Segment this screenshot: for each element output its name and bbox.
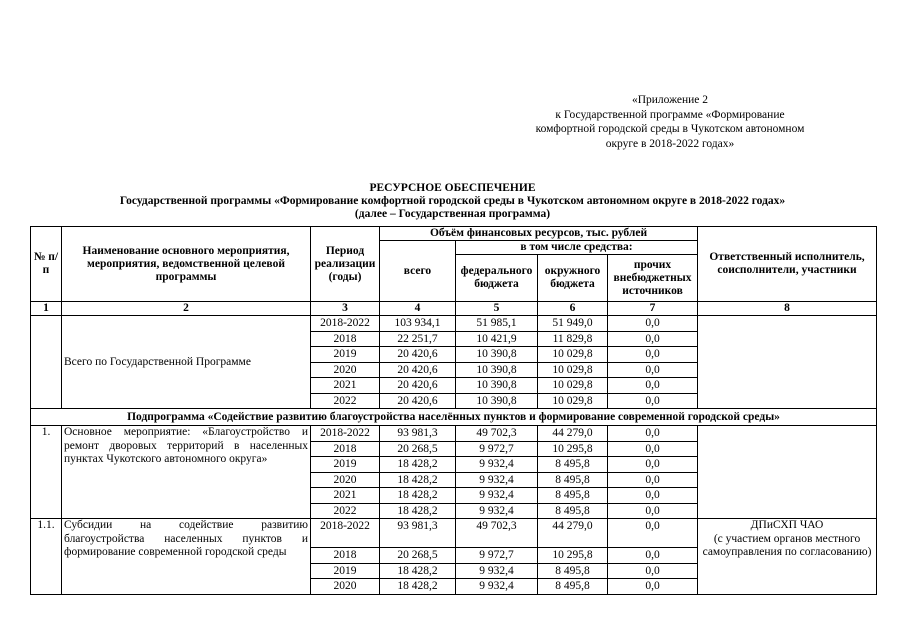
period-cell: 2020 — [311, 472, 380, 488]
district-cell: 51 949,0 — [538, 316, 608, 332]
total-label: Всего по Государственной Программе — [62, 316, 311, 409]
column-number: 3 — [311, 302, 380, 316]
total-cell: 18 428,2 — [380, 488, 456, 504]
annex-line: округе в 2018-2022 годах» — [605, 137, 735, 150]
period-cell: 2019 — [311, 563, 380, 579]
resource-table — [30, 226, 877, 595]
district-cell: 10 029,8 — [538, 393, 608, 409]
period-cell: 2018-2022 — [311, 426, 380, 442]
district-cell: 44 279,0 — [538, 519, 608, 548]
total-cell: 18 428,2 — [380, 503, 456, 519]
period-cell: 2022 — [311, 503, 380, 519]
total-cell: 20 268,5 — [380, 441, 456, 457]
header-name: Наименование основного мероприятия, мероприятия, ведомственной целевой программы — [62, 227, 311, 302]
federal-cell: 49 702,3 — [456, 519, 538, 548]
district-cell: 8 495,8 — [538, 503, 608, 519]
item-name: Основное мероприятие: «Благоустройство и ремонт дворовых территорий в населенных пунктах Чукотского автономного округа» — [62, 426, 311, 519]
federal-cell: 9 932,4 — [456, 488, 538, 504]
other-cell: 0,0 — [608, 488, 698, 504]
period-cell: 2018 — [311, 548, 380, 564]
district-cell: 8 495,8 — [538, 472, 608, 488]
period-cell: 2020 — [311, 579, 380, 595]
district-cell: 8 495,8 — [538, 488, 608, 504]
district-cell: 8 495,8 — [538, 563, 608, 579]
total-cell: 18 428,2 — [380, 579, 456, 595]
table-row — [31, 519, 877, 548]
other-cell: 0,0 — [608, 457, 698, 473]
header-district: окружного бюджета — [538, 255, 608, 302]
other-cell: 0,0 — [608, 472, 698, 488]
total-cell: 20 268,5 — [380, 548, 456, 564]
total-cell: 20 420,6 — [380, 393, 456, 409]
document-subtitle: Государственной программы «Формирование комфортной городской среды в Чукотском автономном округе в 2018-2022 годах» — [119, 195, 786, 207]
header-period: Период реализации (годы) — [311, 227, 380, 302]
total-cell: 103 934,1 — [380, 316, 456, 332]
other-cell: 0,0 — [608, 378, 698, 394]
num-cell: 1. — [31, 426, 62, 519]
period-cell: 2020 — [311, 362, 380, 378]
federal-cell: 49 702,3 — [456, 426, 538, 442]
federal-cell: 9 932,4 — [456, 503, 538, 519]
document-title: РЕСУРСНОЕ ОБЕСПЕЧЕНИЕ — [369, 182, 536, 194]
district-cell: 10 295,8 — [538, 548, 608, 564]
district-cell: 10 029,8 — [538, 362, 608, 378]
federal-cell: 51 985,1 — [456, 316, 538, 332]
other-cell: 0,0 — [608, 393, 698, 409]
item-name: Субсидии на содействие развитию благоустройства населенных пунктов и формирование современной городской среды — [62, 519, 311, 595]
header-including: в том числе средства: — [456, 241, 698, 255]
column-number: 4 — [380, 302, 456, 316]
total-cell: 18 428,2 — [380, 457, 456, 473]
other-cell: 0,0 — [608, 519, 698, 548]
total-cell: 20 420,6 — [380, 378, 456, 394]
period-cell: 2021 — [311, 378, 380, 394]
column-number: 8 — [698, 302, 877, 316]
executor-cell — [698, 316, 877, 409]
document-title-block — [0, 182, 905, 221]
period-cell: 2019 — [311, 457, 380, 473]
federal-cell: 10 421,9 — [456, 331, 538, 347]
other-cell: 0,0 — [608, 347, 698, 363]
header-volume: Объём финансовых ресурсов, тыс. рублей — [380, 227, 698, 241]
table-row — [31, 316, 877, 332]
executor-cell — [698, 426, 877, 519]
other-cell: 0,0 — [608, 426, 698, 442]
federal-cell: 9 932,4 — [456, 457, 538, 473]
annex-line: «Приложение 2 — [631, 94, 709, 106]
total-cell: 18 428,2 — [380, 472, 456, 488]
column-number: 5 — [456, 302, 538, 316]
annex-line: к Государственной программе «Формирование — [555, 108, 785, 121]
other-cell: 0,0 — [608, 579, 698, 595]
district-cell: 8 495,8 — [538, 579, 608, 595]
table-row — [31, 426, 877, 442]
subprogram-row — [31, 409, 877, 426]
header-executor: Ответственный исполнитель, соисполнители, участники — [698, 227, 877, 302]
federal-cell: 10 390,8 — [456, 378, 538, 394]
total-cell: 20 420,6 — [380, 362, 456, 378]
column-number: 7 — [608, 302, 698, 316]
district-cell: 10 029,8 — [538, 378, 608, 394]
federal-cell: 9 932,4 — [456, 472, 538, 488]
column-number: 2 — [62, 302, 311, 316]
federal-cell: 9 972,7 — [456, 548, 538, 564]
document-title-note: (далее – Государственная программа) — [354, 208, 551, 220]
total-cell: 20 420,6 — [380, 347, 456, 363]
num-cell — [31, 316, 62, 409]
header-other: прочих внебюджетных источников — [608, 255, 698, 302]
federal-cell: 9 932,4 — [456, 579, 538, 595]
other-cell: 0,0 — [608, 563, 698, 579]
other-cell: 0,0 — [608, 441, 698, 457]
other-cell: 0,0 — [608, 331, 698, 347]
total-cell: 93 981,3 — [380, 426, 456, 442]
header-total: всего — [380, 241, 456, 302]
executor-note: (с участием органов местного самоуправления по согласованию) — [702, 532, 872, 558]
other-cell: 0,0 — [608, 548, 698, 564]
header-federal: федерального бюджета — [456, 255, 538, 302]
period-cell: 2021 — [311, 488, 380, 504]
other-cell: 0,0 — [608, 362, 698, 378]
period-cell: 2019 — [311, 347, 380, 363]
district-cell: 44 279,0 — [538, 426, 608, 442]
header-num: № п/п — [31, 227, 62, 302]
executor-cell — [698, 519, 877, 595]
column-number: 6 — [538, 302, 608, 316]
subprogram-title: Подпрограмма «Содействие развитию благоустройства населённых пунктов и формирование современной городской среды» — [31, 409, 877, 426]
federal-cell: 10 390,8 — [456, 362, 538, 378]
federal-cell: 10 390,8 — [456, 347, 538, 363]
period-cell: 2018-2022 — [311, 316, 380, 332]
period-cell: 2018 — [311, 331, 380, 347]
federal-cell: 9 932,4 — [456, 563, 538, 579]
district-cell: 11 829,8 — [538, 331, 608, 347]
other-cell: 0,0 — [608, 503, 698, 519]
annex-line: комфортной городской среды в Чукотском автономном — [535, 123, 805, 135]
other-cell: 0,0 — [608, 316, 698, 332]
total-cell: 18 428,2 — [380, 563, 456, 579]
executor-name: ДПиСХП ЧАО — [750, 519, 824, 531]
district-cell: 8 495,8 — [538, 457, 608, 473]
num-cell: 1.1. — [31, 519, 62, 595]
period-cell: 2018 — [311, 441, 380, 457]
annex-block — [520, 93, 820, 151]
district-cell: 10 295,8 — [538, 441, 608, 457]
total-cell: 93 981,3 — [380, 519, 456, 548]
column-number: 1 — [31, 302, 62, 316]
period-cell: 2022 — [311, 393, 380, 409]
period-cell: 2018-2022 — [311, 519, 380, 548]
federal-cell: 10 390,8 — [456, 393, 538, 409]
district-cell: 10 029,8 — [538, 347, 608, 363]
total-cell: 22 251,7 — [380, 331, 456, 347]
federal-cell: 9 972,7 — [456, 441, 538, 457]
